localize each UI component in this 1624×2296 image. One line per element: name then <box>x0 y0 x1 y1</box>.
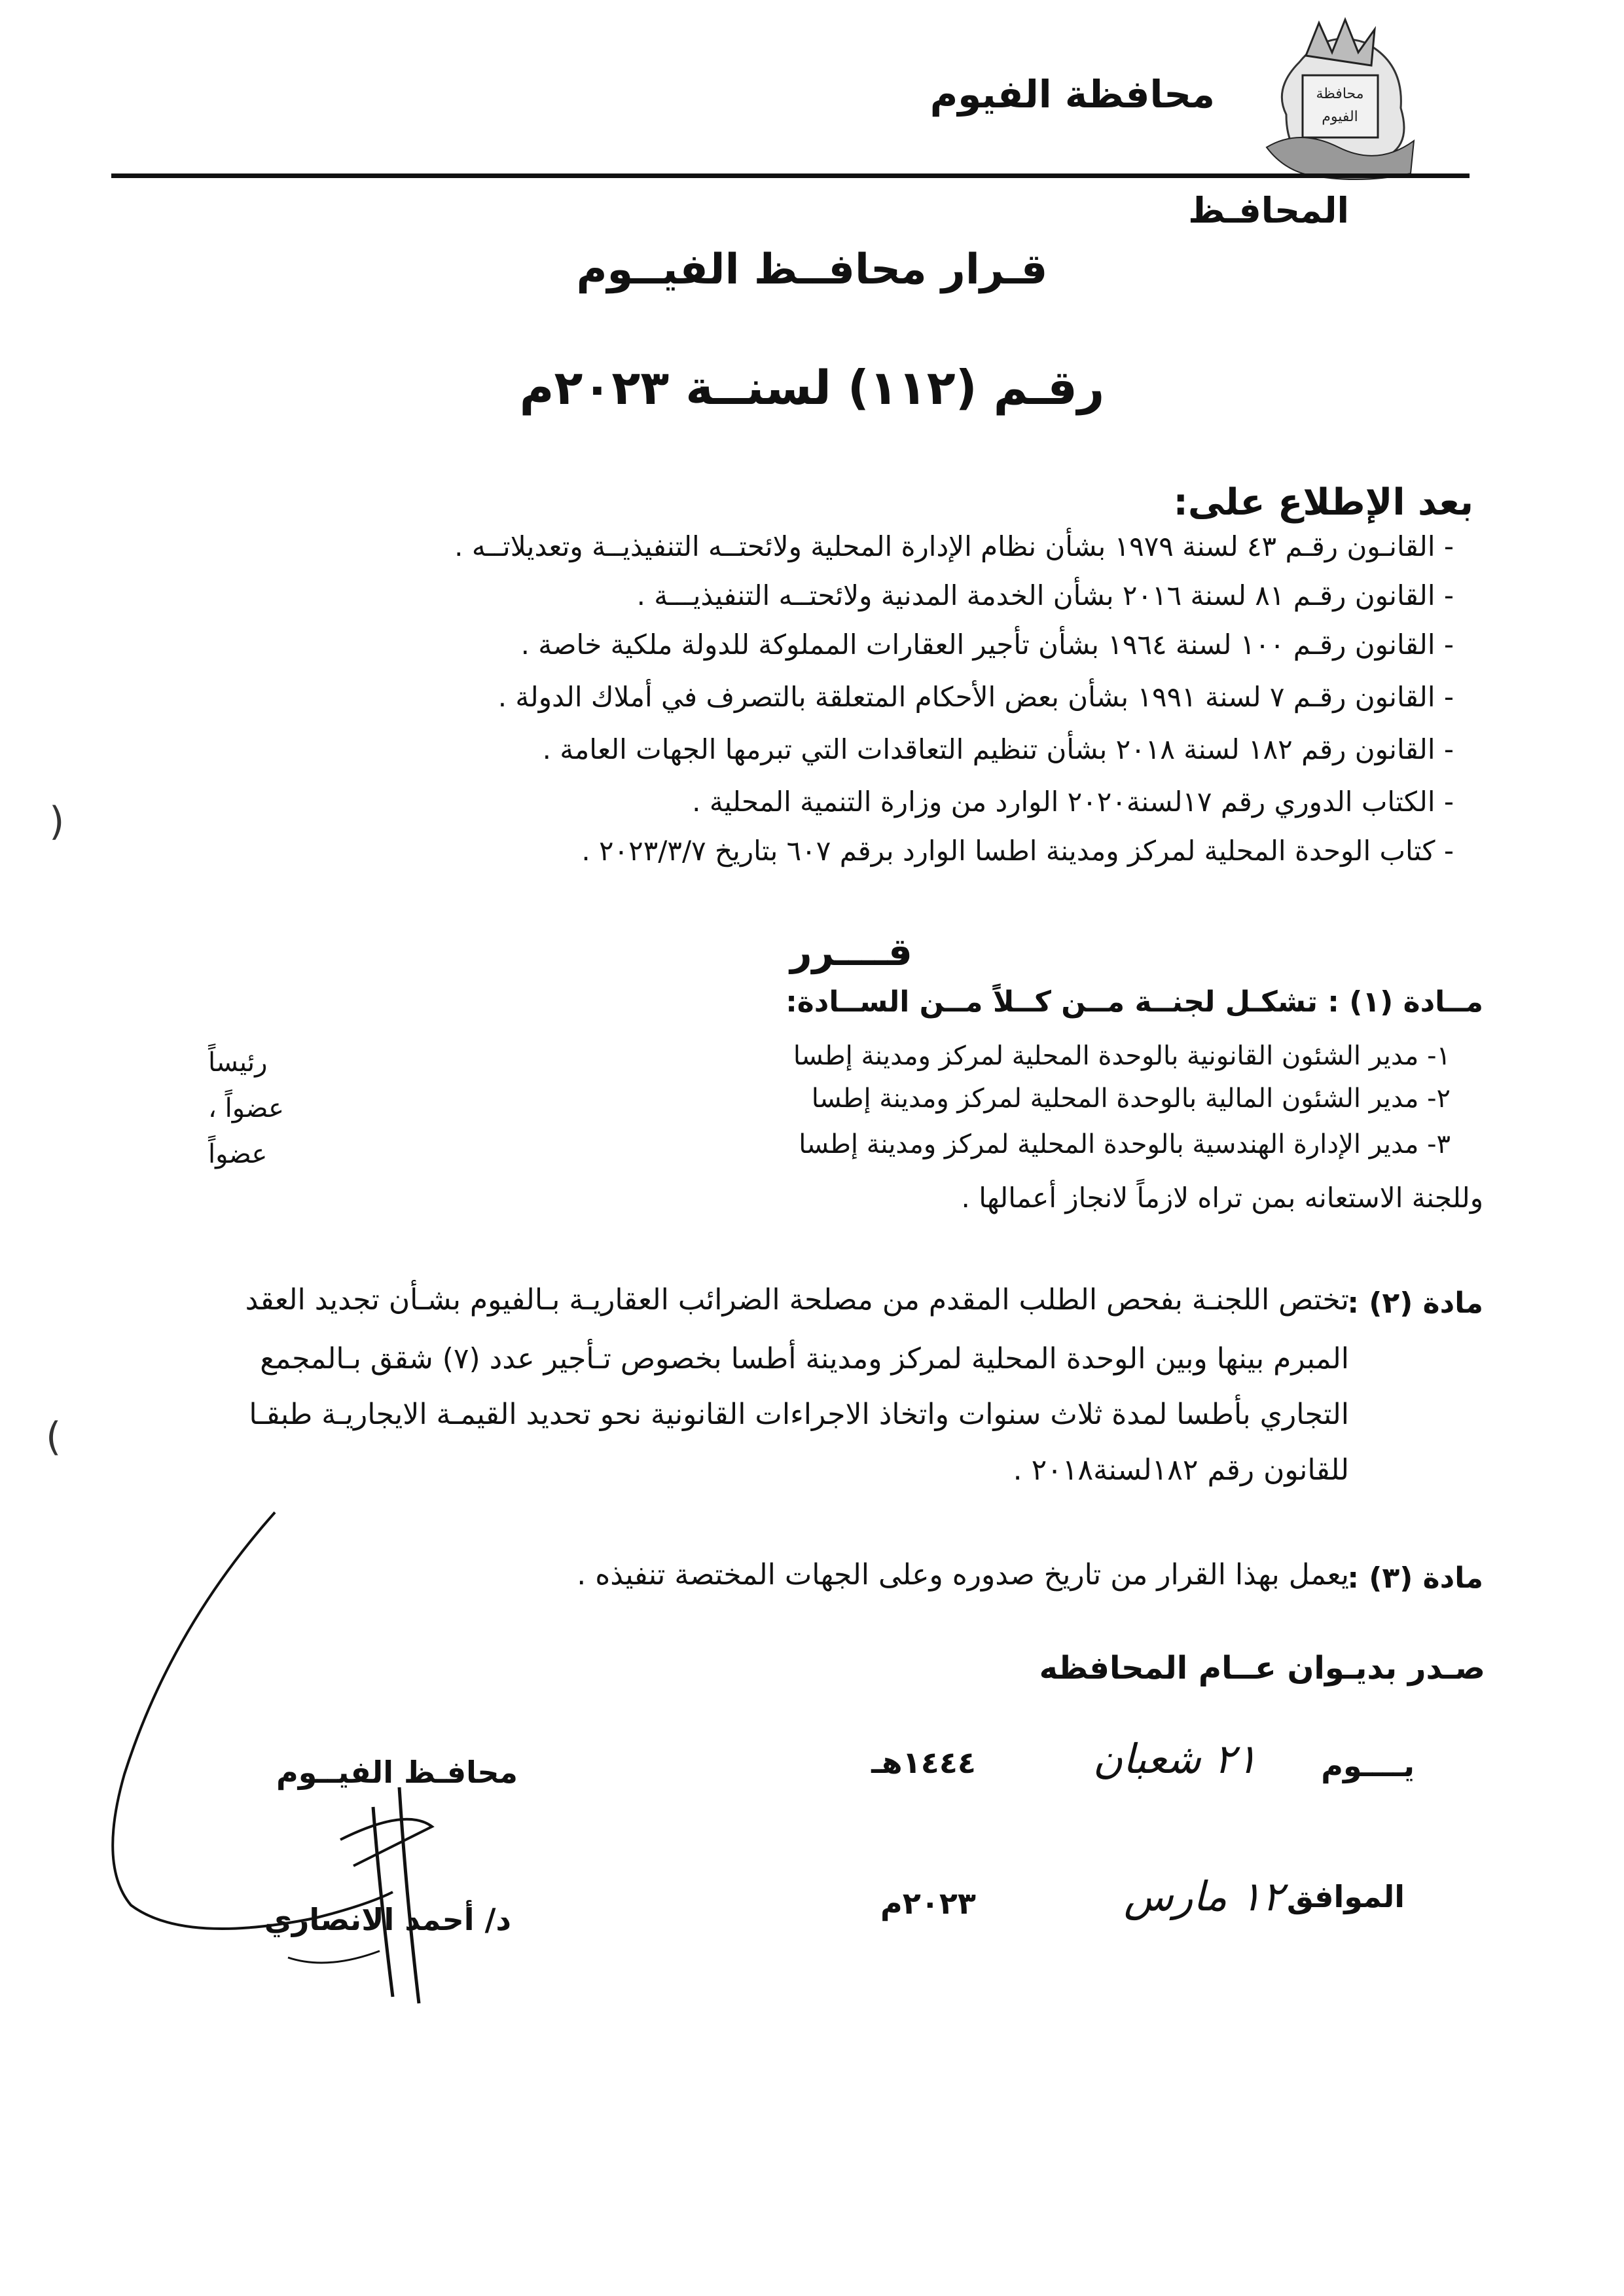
reference-line: - القانون رقم ١٨٢ لسنة ٢٠١٨ بشأن تنظيم التعاقدات التي تبرمها الجهات العامة . <box>542 733 1454 765</box>
article-2-line: التجاري بأطسا لمدة ثلاث سنوات واتخاذ الاجراءات القانونية نحو تحديد القيمـة الايجاريـة طبقـا <box>249 1398 1349 1431</box>
article-2-label: مادة (٢) : <box>1347 1286 1483 1320</box>
governorate-name: محافظة الفيوم <box>929 72 1215 117</box>
header-divider <box>111 173 1470 178</box>
committee-role: عضواً <box>208 1139 268 1169</box>
committee-role: عضواً ، <box>208 1093 284 1123</box>
article-2-line: المبرم بينها وبين الوحدة المحلية لمركز ومدينة أطسا بخصوص تـأجير عدد (٧) شقق بـالمجمع <box>260 1342 1349 1376</box>
article-1-heading: مــادة (١) : تشكـل لجنــة مــن كــلاً مــن الســادة: <box>785 985 1483 1019</box>
signatory-title: محافـظ الفيــوم <box>276 1755 518 1790</box>
scan-edge-mark: ) <box>49 799 65 845</box>
corresponding-label: الموافق <box>1286 1879 1405 1914</box>
office-label: المحافـظ <box>1188 190 1349 231</box>
committee-member: ١- مدير الشئون القانونية بالوحدة المحلية لمركز ومدينة إطسا <box>793 1041 1451 1071</box>
day-hijri-handwritten: ٢١ شعبان <box>1092 1735 1257 1783</box>
article-1-closing: وللجنة الاستعانه بمن تراه لازماً لانجاز أعمالها . <box>961 1182 1483 1214</box>
reference-line: - كتاب الوحدة المحلية لمركز ومدينة اطسا الوارد برقم ٦٠٧ بتاريخ ٢٠٢٣/٣/٧ . <box>581 835 1454 867</box>
article-3-text: يعمل بهذا القرار من تاريخ صدوره وعلى الجهات المختصة تنفيذه . <box>577 1558 1349 1592</box>
day-gregorian-handwritten: ١٢ مارس <box>1123 1872 1284 1920</box>
issued-at: صـدر بديـوان عــام المحافظه <box>1039 1650 1485 1686</box>
signatory-name: د/ أحمد الانصاري <box>264 1902 511 1937</box>
day-label: يــــوم <box>1321 1748 1415 1783</box>
article-2-line: للقانون رقم ١٨٢لسنة٢٠١٨ . <box>1013 1453 1349 1487</box>
committee-member: ٣- مدير الإدارة الهندسية بالوحدة المحلية لمركز ومدينة إطسا <box>799 1129 1451 1159</box>
reference-line: - الكتاب الدوري رقم ١٧لسنة٢٠٢٠ الوارد من وزارة التنمية المحلية . <box>692 786 1454 818</box>
governorate-emblem-logo <box>1260 16 1417 183</box>
signature-mark <box>92 1499 484 2023</box>
decree-number: رقـم (١١٢) لسنــة ٢٠٢٣م <box>519 360 1105 415</box>
decision-heading: قــــرر <box>790 930 912 974</box>
reference-line: - القانون رقـم ٧ لسنة ١٩٩١ بشأن بعض الأحكام المتعلقة بالتصرف في أملاك الدولة . <box>497 681 1454 713</box>
scan-edge-mark: ( <box>46 1414 62 1460</box>
committee-member: ٢- مدير الشئون المالية بالوحدة المحلية لمركز ومدينة إطسا <box>811 1084 1451 1114</box>
svg-text:الفيوم: الفيوم <box>1322 109 1358 125</box>
svg-text:محافظة: محافظة <box>1316 86 1364 102</box>
reference-line: - القانون رقـم ١٠٠ لسنة ١٩٦٤ بشأن تأجير العقارات المملوكة للدولة ملكية خاصة . <box>520 629 1454 661</box>
article-3-label: مادة (٣) : <box>1347 1561 1483 1595</box>
decree-title: قـرار محافــظ الفيــوم <box>576 246 1048 294</box>
preamble-heading: بعد الإطلاع على: <box>1173 481 1473 524</box>
year-hijri: ١٤٤٤هـ <box>871 1745 976 1780</box>
reference-line: - القانـون رقـم ٤٣ لسنة ١٩٧٩ بشأن نظام الإدارة المحلية ولائحتــه التنفيذيــة وتعديلاتــه . <box>454 530 1454 562</box>
committee-role: رئيساً <box>208 1048 268 1078</box>
year-gregorian: ٢٠٢٣م <box>880 1886 976 1921</box>
reference-line: - القانون رقـم ٨١ لسنة ٢٠١٦ بشأن الخدمة المدنية ولائحتــه التنفيذيـــة . <box>636 579 1454 611</box>
article-2-line: تختص اللجنـة بفحص الطلب المقدم من مصلحة الضرائب العقاريـة بـالفيوم بشـأن تجديد العقد <box>245 1283 1349 1317</box>
